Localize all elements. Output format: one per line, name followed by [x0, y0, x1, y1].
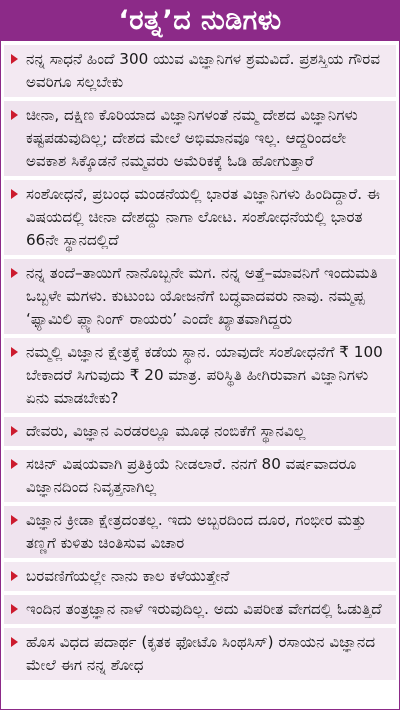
quote-text: ವಿಜ್ಞಾನ ಕ್ರೀಡಾ ಕ್ಷೇತ್ರದಂತಲ್ಲ. ಇದು ಅಬ್ಬರದಿಂದ ದೂರ, ಗಂಭೀರ ಮತ್ತು ತಣ್ಣಗೆ ಕುಳಿತು ಚಿಂತಿಸುವ ವಿಚಾರ: [26, 511, 367, 552]
triangle-bullet-icon: [11, 189, 18, 199]
quote-text: ಸಚಿನ್ ವಿಷಯವಾಗಿ ಪ್ರತಿಕ್ರಿಯೆ ನೀಡಲಾರೆ. ನನಗೆ 80 ವರ್ಷವಾದರೂ ವಿಜ್ಞಾನದಿಂದ ನಿವೃತ್ತನಾಗಿಲ್ಲ: [26, 455, 357, 496]
triangle-bullet-icon: [11, 426, 18, 436]
list-item: [4, 45, 396, 97]
panel-title: ‘ರತ್ನ’ದ ನುಡಿಗಳು: [1, 1, 399, 41]
triangle-bullet-icon: [11, 268, 18, 278]
list-item: [4, 506, 396, 558]
triangle-bullet-icon: [11, 571, 18, 581]
quote-text: ಇಂದಿನ ತಂತ್ರಜ್ಞಾನ ನಾಳೆ ಇರುವುದಿಲ್ಲ. ಅದು ವಿಪರೀತ ವೇಗದಲ್ಲಿ ಓಡುತ್ತಿದೆ: [26, 600, 382, 618]
list-item: [4, 180, 396, 255]
quote-text: ಬರವಣಿಗೆಯಲ್ಲೇ ನಾನು ಕಾಲ ಕಳೆಯುತ್ತೇನೆ: [26, 567, 230, 585]
list-item: [4, 101, 396, 176]
quote-text: ನನ್ನ ಸಾಧನೆ ಹಿಂದೆ 300 ಯುವ ವಿಜ್ಞಾನಿಗಳ ಶ್ರಮವಿದೆ. ಪ್ರಶಸ್ತಿಯ ಗೌರವ ಅವರಿಗೂ ಸಲ್ಲಬೇಕು: [26, 50, 381, 91]
list-item: [4, 259, 396, 334]
quote-text: ಸಂಶೋಧನೆ, ಪ್ರಬಂಧ ಮಂಡನೆಯಲ್ಲಿ ಭಾರತ ವಿಜ್ಞಾನಿಗಳು ಹಿಂದಿದ್ದಾರೆ. ಈ ವಿಷಯದಲ್ಲಿ ಚೀನಾ ದೇಶದ್ದು ನಾಗಾ ಲೋಟ. ಸಂಶೋಧನೆಯಲ್ಲಿ ಭಾರತ 66ನೇ ಸ್ಥಾನದಲ್ಲಿದೆ: [26, 185, 381, 249]
list-item: [4, 417, 396, 446]
triangle-bullet-icon: [11, 637, 18, 647]
triangle-bullet-icon: [11, 347, 18, 357]
list-item: [4, 562, 396, 591]
triangle-bullet-icon: [11, 515, 18, 525]
triangle-bullet-icon: [11, 110, 18, 120]
quote-text: ನನ್ನ ತಂದೆ–ತಾಯಿಗೆ ನಾನೊಬ್ಬನೇ ಮಗ. ನನ್ನ ಅತ್ತೆ–ಮಾವನಿಗೆ ಇಂದುಮತಿ ಒಬ್ಬಳೇ ಮಗಳು. ಕುಟುಂಬ ಯೋಜನೆಗೆ ಬದ್ಧವಾದವರು ನಾವು. ನಮ್ಮಪ್ಪ ‘ಫ್ಯಾಮಿಲಿ ಪ್ಲ್ಯಾನಿಂಗ್ ರಾಯರು’ ಎಂದೇ ಖ್ಯಾತವಾಗಿದ್ದರು: [26, 264, 378, 328]
list-item: [4, 338, 396, 413]
quote-text: ಚೀನಾ, ದಕ್ಷಿಣ ಕೊರಿಯಾದ ವಿಜ್ಞಾನಿಗಳಂತೆ ನಮ್ಮ ದೇಶದ ವಿಜ್ಞಾನಿಗಳು ಕಷ್ಟಪಡುವುದಿಲ್ಲ; ದೇಶದ ಮೇಲೆ ಅಭಿಮಾನವೂ ಇಲ್ಲ. ಆದ್ದರಿಂದಲೇ ಅವಕಾಶ ಸಿಕ್ಕೊಡನೆ ನಮ್ಮವರು ಅಮೆರಿಕಕ್ಕೆ ಓಡಿ ಹೋಗುತ್ತಾರೆ: [26, 106, 358, 170]
list-item: [4, 450, 396, 502]
list-item: [4, 595, 396, 624]
triangle-bullet-icon: [11, 604, 18, 614]
triangle-bullet-icon: [11, 54, 18, 64]
quote-list: [1, 41, 399, 680]
list-item: [4, 628, 396, 680]
quote-text: ನಮ್ಮಲ್ಲಿ ವಿಜ್ಞಾನ ಕ್ಷೇತ್ರಕ್ಕೆ ಕಡೆಯ ಸ್ಥಾನ. ಯಾವುದೇ ಸಂಶೋಧನೆಗೆ ₹ 100 ಬೇಕಾದರೆ ಸಿಗುವುದು ₹ 20 ಮಾತ್ರ. ಪರಿಸ್ಥಿತಿ ಹೀಗಿರುವಾಗ ವಿಜ್ಞಾನಿಗಳು ಏನು ಮಾಡಬೇಕು?: [26, 343, 383, 407]
triangle-bullet-icon: [11, 459, 18, 469]
quote-text: ಹೊಸ ವಿಧದ ಪದಾರ್ಥ (ಕೃತಕ ಫೋಟೊ ಸಿಂಥಸಿಸ್) ರಸಾಯನ ವಿಜ್ಞಾನದ ಮೇಲೆ ಈಗ ನನ್ನ ಶೋಧ: [26, 633, 376, 674]
quote-text: ದೇವರು, ವಿಜ್ಞಾನ ಎರಡರಲ್ಲೂ ಮೂಢ ನಂಬಿಕೆಗೆ ಸ್ಥಾನವಿಲ್ಲ: [26, 422, 306, 440]
